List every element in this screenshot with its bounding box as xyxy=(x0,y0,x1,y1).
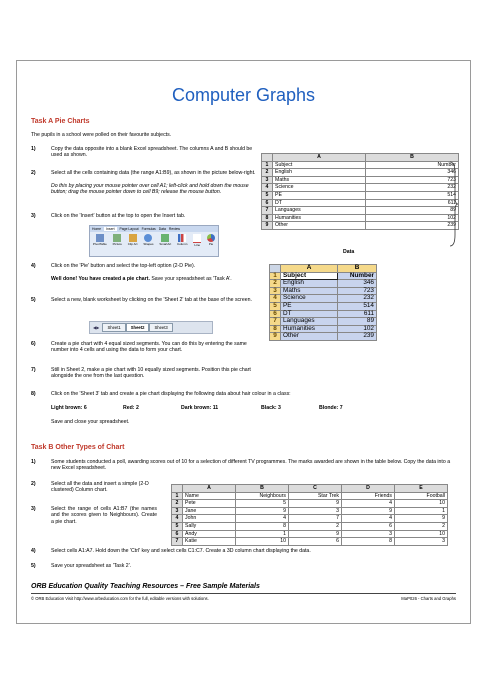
save-close-text: Save and close your spreadsheet. xyxy=(51,419,130,425)
step-number: 2) xyxy=(31,170,36,176)
step-followup xyxy=(51,276,256,282)
line-chart-icon xyxy=(193,234,201,243)
step-text: Click on the 'Insert' button at the top to open the Insert tab. xyxy=(51,213,186,219)
table-row: 3 Maths 723 xyxy=(270,287,377,295)
well-done-text: Well done! You have created a pie chart. xyxy=(51,276,150,282)
picture-icon xyxy=(113,234,121,242)
sheet-tab[interactable]: Sheet2 xyxy=(126,323,150,332)
column-chart-icon xyxy=(178,234,186,242)
ribbon-tab[interactable]: Data xyxy=(158,227,166,231)
table-row: 2 English 346 xyxy=(262,169,459,177)
table-row: 6 Andy 1 9 3 10 xyxy=(172,530,448,538)
step-number: 5) xyxy=(31,563,36,569)
table-row: 7 Languages 89 xyxy=(270,318,377,326)
column-header: B xyxy=(338,265,377,273)
step-text: Select cells A1:A7. Hold down the 'Ctrl' key and select cells C1:C7. Create a 3D column chart displaying the data. xyxy=(51,548,311,554)
footer-right-text: MaP026 - Charts and Graphs xyxy=(401,596,456,601)
table-row: 4 John 4 7 4 9 xyxy=(172,515,448,523)
table-row: 1 Subject Number xyxy=(270,272,377,280)
table-row: 8 Humanities 102 xyxy=(262,214,459,222)
ribbon-tab[interactable]: Home xyxy=(92,227,102,231)
hair-value: Blonde: 7 xyxy=(319,405,343,411)
table-row: 5 PE 514 xyxy=(270,302,377,310)
step-number: 1) xyxy=(31,459,36,465)
ribbon-tab[interactable]: Formulas xyxy=(141,227,156,231)
hair-value: Red: 2 xyxy=(123,405,139,411)
step-text: Select the range of cells A1:B7 (the names and the scores given to Neighbours). Create a pie chart. xyxy=(51,506,157,525)
page-title: Computer Graphs xyxy=(171,85,316,105)
footer-rule xyxy=(31,593,456,594)
table-row: 9 Other 239 xyxy=(270,333,377,341)
table-row: 2 English 346 xyxy=(270,280,377,288)
step-number: 1) xyxy=(31,146,36,152)
hair-value: Black: 3 xyxy=(261,405,281,411)
brace-shape xyxy=(449,161,459,247)
excel-ribbon-image xyxy=(89,225,219,257)
sheet-nav-arrows-icon[interactable]: ◀▶ xyxy=(93,325,100,330)
sheet-tab[interactable]: Sheet1 xyxy=(102,323,125,332)
table-row: 4 Science 232 xyxy=(262,184,459,192)
step-text: Create a pie chart with 4 equal sized segments. You can do this by entering the same number into 4 cells and using the data to form your chart. xyxy=(51,341,247,354)
ribbon-button[interactable]: Pie xyxy=(207,234,215,247)
step-text: Select all the cells containing data (the range A1:B9), as shown in the picture below-right. xyxy=(51,170,256,176)
step-number: 4) xyxy=(31,548,36,554)
column-header: A xyxy=(273,154,366,162)
column-header: A xyxy=(281,265,338,273)
ribbon-button[interactable]: Line xyxy=(193,234,201,247)
tv-scores-table xyxy=(171,484,448,546)
step-text: Save your spreadsheet as 'Task 2'. xyxy=(51,563,132,569)
hair-value: Light brown: 6 xyxy=(51,405,87,411)
step-text: Some students conducted a poll, awarding scores out of 10 for a selection of different TV programmes. The marks awarded are shown in the table below. Copy the data into a new Excel spreadsheet. xyxy=(51,459,451,472)
step-number: 7) xyxy=(31,367,36,373)
table-row: 7 Katie 10 6 8 3 xyxy=(172,538,448,546)
table-row: 1 Name Neighbours Star Trek Friends Football xyxy=(172,492,448,500)
smartart-icon xyxy=(161,234,169,242)
table-row: 4 Science 232 xyxy=(270,295,377,303)
ribbon-button[interactable]: Shapes xyxy=(143,234,153,247)
ribbon-tab[interactable]: Review xyxy=(168,227,181,231)
save-instruction: Save your spreadsheet as 'Task A'. xyxy=(149,276,232,282)
table-row: 1 Subject Number xyxy=(262,161,459,169)
pivot-table-icon xyxy=(96,234,104,242)
task-b-heading: Task B Other Types of Chart xyxy=(31,444,125,451)
column-header: B xyxy=(366,154,459,162)
ribbon-tab[interactable]: Insert xyxy=(106,227,115,231)
ribbon-button[interactable]: SmartArt xyxy=(159,234,171,247)
step-text: Copy the data opposite into a blank Excel spreadsheet. The columns A and B should be used as shown. xyxy=(51,146,253,159)
ribbon-tab[interactable]: Page Layout xyxy=(119,227,139,231)
table-row: 7 Languages 89 xyxy=(262,207,459,215)
table-row: 8 Humanities 102 xyxy=(270,325,377,333)
step-text: Select a new, blank worksheet by clicking on the 'Sheet 2' tab at the base of the screen. xyxy=(51,297,252,303)
step-number: 2) xyxy=(31,481,36,487)
pie-chart-icon xyxy=(207,234,215,242)
column-header: B xyxy=(236,485,289,493)
ribbon-button[interactable]: Picture xyxy=(113,234,122,247)
footer-left-text: © ORB Education Visit http://www.orbeducation.com for the full, editable versions with solutions. xyxy=(31,596,209,601)
table-row: 3 Maths 723 xyxy=(262,176,459,184)
ribbon-button-row xyxy=(90,232,218,247)
data-label: Data xyxy=(343,249,355,255)
table-row: 5 Sally 8 2 6 2 xyxy=(172,522,448,530)
step-text: Click on the 'Sheet 3' tab and create a pie chart displaying the following data about hair colour in a class: xyxy=(51,391,291,397)
table-row: 3 Jane 9 3 9 1 xyxy=(172,507,448,515)
table-row: 6 DT 611 xyxy=(270,310,377,318)
sheet-tabs-image xyxy=(89,321,213,334)
sheet-tab[interactable]: Sheet3 xyxy=(149,323,172,332)
hair-value: Dark brown: 11 xyxy=(181,405,219,411)
ribbon-button[interactable]: Clip Art xyxy=(128,234,138,247)
subject-data-table xyxy=(261,153,459,230)
step-italic-note: Do this by placing your mouse pointer over cell A1; left-click and hold down the mouse button; drag the mouse pointer down to cell B9; release the mouse button. xyxy=(51,183,249,196)
selected-range-screenshot xyxy=(269,264,377,341)
step-number: 3) xyxy=(31,213,36,219)
table-row: 6 DT 611 xyxy=(262,199,459,207)
task-a-intro: The pupils in a school were polled on their favourite subjects. xyxy=(31,132,172,138)
table-row: 5 PE 514 xyxy=(262,191,459,199)
column-header: E xyxy=(395,485,448,493)
column-header: C xyxy=(289,485,342,493)
step-number: 8) xyxy=(31,391,36,397)
clip-art-icon xyxy=(129,234,137,242)
step-number: 6) xyxy=(31,341,36,347)
footer-heading: ORB Education Quality Teaching Resources – Free Sample Materials xyxy=(31,583,260,590)
step-text: Select all the data and insert a simple (2-D clustered) Column chart. xyxy=(51,481,149,494)
task-a-heading: Task A Pie Charts xyxy=(31,118,90,125)
worksheet-page xyxy=(16,60,471,624)
ribbon-button[interactable]: Column xyxy=(177,234,187,247)
column-header: D xyxy=(342,485,395,493)
step-text: Still in Sheet 2, make a pie chart with 10 equally sized segments. Position this pie chart alongside the one from the last question. xyxy=(51,367,251,380)
step-text: Click on the 'Pie' button and select the top-left option (2-D Pie). xyxy=(51,263,196,269)
table-row: 9 Other 239 xyxy=(262,222,459,230)
step-number: 5) xyxy=(31,297,36,303)
ribbon-button[interactable]: PivotTable xyxy=(93,234,107,247)
step-number: 4) xyxy=(31,263,36,269)
hair-colour-data xyxy=(51,405,451,411)
column-header: A xyxy=(183,485,236,493)
table-row: 2 Pete 5 9 4 10 xyxy=(172,500,448,508)
shapes-icon xyxy=(144,234,152,242)
step-number: 3) xyxy=(31,506,36,512)
